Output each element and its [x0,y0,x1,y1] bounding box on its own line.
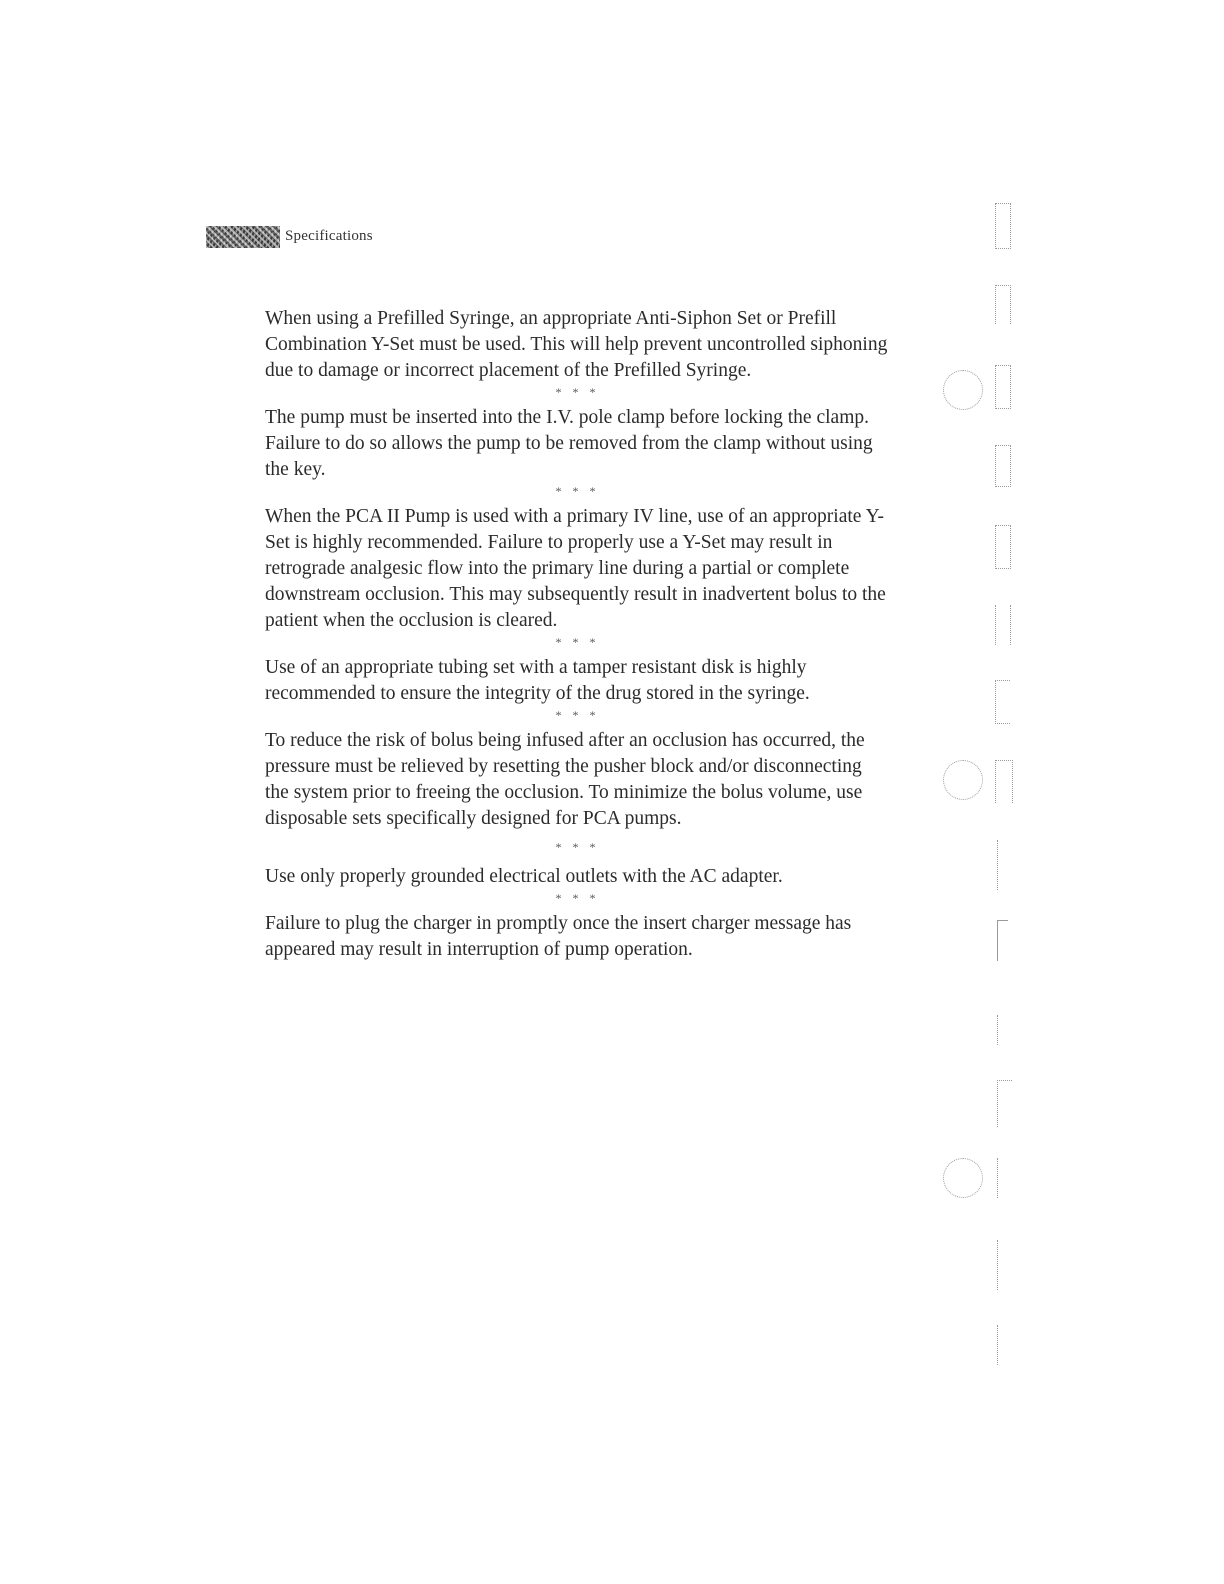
separator: * * * [555,385,600,399]
warning-paragraph: Failure to plug the charger in promptly once the insert charger message has appeared may result in interruption of pump operation. [265,913,852,960]
warning-paragraph: To reduce the risk of bolus being infused after an occlusion has occurred, the pressure must be relieved by resetting the pusher block and/or disconnecting the system prior to freeing the occlusion. To minimize the bolus volume, use disposable sets specifically designed for PCA pumps. [265,730,865,829]
warnings-body [265,306,890,963]
warning-paragraph: Use of an appropriate tubing set with a tamper resistant disk is highly recommended to ensure the integrity of the drug stored in the syringe. [265,657,810,704]
section-title: Specifications [285,228,373,244]
warning-paragraph: The pump must be inserted into the I.V. pole clamp before locking the clamp. Failure to do so allows the pump to be removed from the clamp without using the key. [265,407,873,480]
section-header-pattern-block [206,226,280,248]
warning-paragraph: When the PCA II Pump is used with a primary IV line, use of an appropriate Y-Set is highly recommended. Failure to properly use a Y-Set may result in retrograde analgesic flow into the primary line during a partial or complete downstream occlusion. This may subsequently result in inadvertent bolus to the patient when the occlusion is cleared. [265,506,886,631]
scan-margin-artifacts [935,195,1035,1395]
separator: * * * [555,708,600,722]
warning-paragraph: Use only properly grounded electrical outlets with the AC adapter. [265,866,783,887]
separator: * * * [555,840,600,854]
warning-paragraph: When using a Prefilled Syringe, an appropriate Anti-Siphon Set or Prefill Combination Y-Set must be used. This will help prevent uncontrolled siphoning due to damage or incorrect placement of the Prefilled Syringe. [265,308,888,381]
separator: * * * [555,891,600,905]
separator: * * * [555,484,600,498]
separator: * * * [555,635,600,649]
